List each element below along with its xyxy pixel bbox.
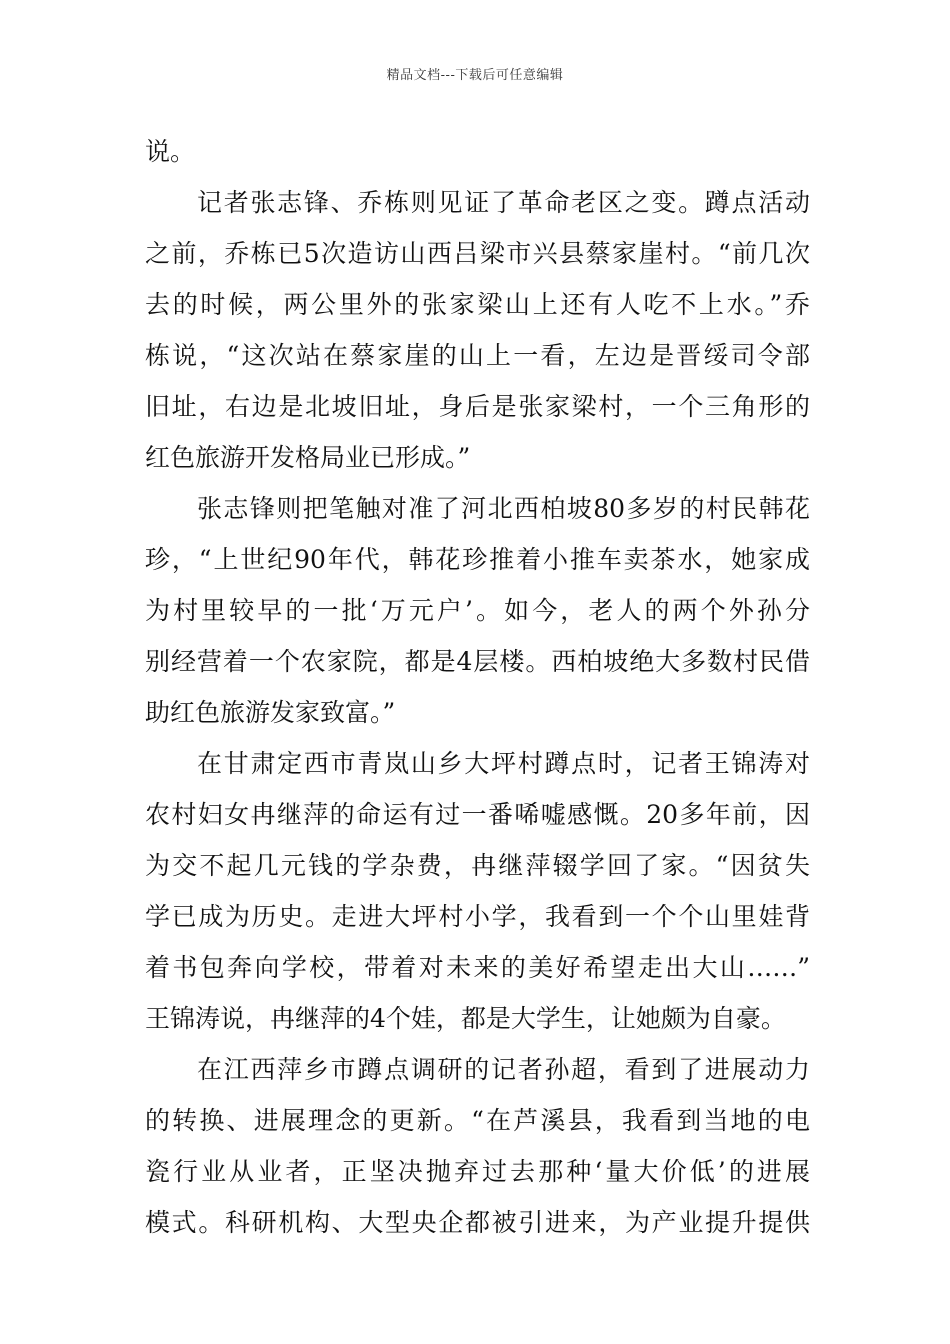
text-line: 着书包奔向学校，带着对未来的美好希望走出大山……” — [145, 953, 810, 982]
text-line: 之前，乔栋已5次造访山西吕梁市兴县蔡家崖村。“前几次 — [145, 239, 810, 268]
text-line: 去的时候，两公里外的张家梁山上还有人吃不上水。”乔 — [145, 290, 810, 319]
text-line: 在江西萍乡市蹲点调研的记者孙超，看到了进展动力 — [197, 1055, 810, 1084]
text-line: 栋说，“这次站在蔡家崖的山上一看，左边是晋绥司令部 — [145, 341, 810, 370]
text-line: 别经营着一个农家院，都是4层楼。西柏坡绝大多数村民借 — [145, 647, 810, 676]
text-line: 红色旅游开发格局业已形成。” — [145, 443, 471, 472]
text-line: 学已成为历史。走进大坪村小学，我看到一个个山里娃背 — [145, 902, 810, 931]
text-line: 王锦涛说，冉继萍的4个娃，都是大学生，让她颇为自豪。 — [145, 1004, 786, 1033]
text-line: 农村妇女冉继萍的命运有过一番唏嘘感慨。20多年前，因 — [145, 800, 810, 829]
page-header: 精品文档---下载后可任意编辑 — [386, 68, 564, 83]
document-body — [145, 126, 810, 1248]
text-line: 为交不起几元钱的学杂费，冉继萍辍学回了家。“因贫失 — [145, 851, 810, 880]
text-line: 说。 — [145, 137, 196, 166]
text-line: 为村里较早的一批‘万元户’。如今，老人的两个外孙分 — [145, 596, 810, 625]
text-line: 瓷行业从业者，正坚决抛弃过去那种‘量大价低’的进展 — [145, 1157, 810, 1186]
text-line: 旧址，右边是北坡旧址，身后是张家梁村，一个三角形的 — [145, 392, 810, 421]
text-line: 张志锋则把笔触对准了河北西柏坡80多岁的村民韩花 — [197, 494, 810, 523]
text-line: 珍，“上世纪90年代，韩花珍推着小推车卖茶水，她家成 — [145, 545, 810, 574]
text-line: 助红色旅游发家致富。” — [145, 698, 396, 727]
text-line: 模式。科研机构、大型央企都被引进来，为产业提升提供 — [145, 1208, 810, 1237]
text-line: 记者张志锋、乔栋则见证了革命老区之变。蹲点活动 — [197, 188, 810, 217]
text-line: 的转换、进展理念的更新。“在芦溪县，我看到当地的电 — [145, 1106, 810, 1135]
text-line: 在甘肃定西市青岚山乡大坪村蹲点时，记者王锦涛对 — [197, 749, 810, 778]
